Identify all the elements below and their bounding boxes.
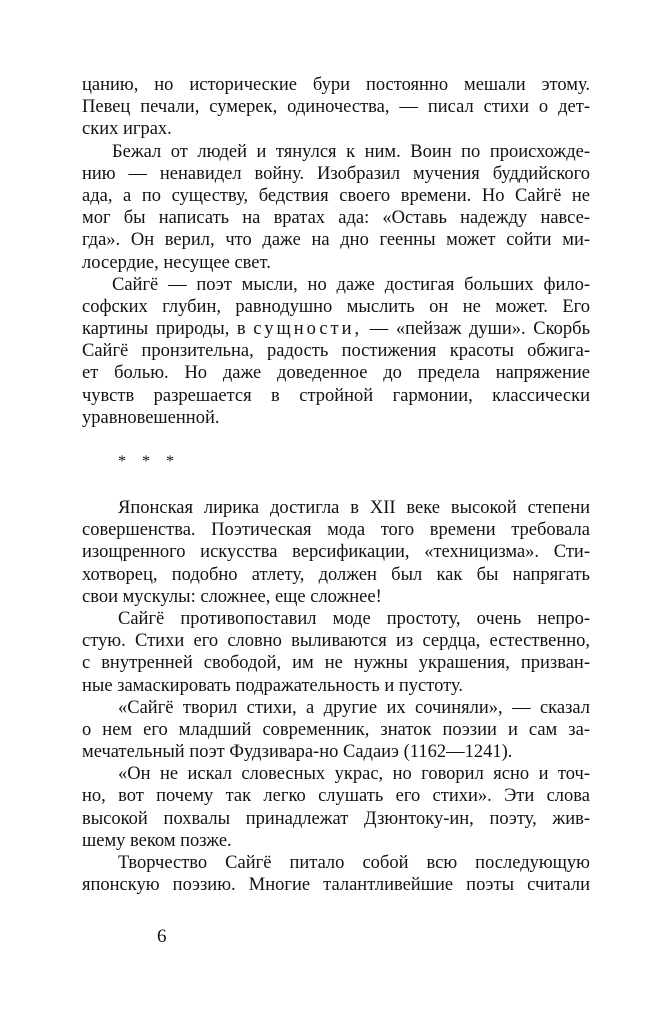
paragraph [82,763,590,852]
text-line: стую. Стихи его словно выливаются из сердца, естественно, [82,631,590,652]
text-line: нию — ненавидел войну. Изобразил мучения буддийского [82,163,590,184]
text-line: японскую поэзию. Многие талантливейшие поэты считали [82,875,590,896]
text-line [82,318,590,340]
paragraph [82,497,590,608]
text-line: Сайгё противопоставил моде простоту, очень непро- [118,608,590,629]
text-line: с внутренней свободой, им не нужны украшения, призван- [82,653,590,674]
text-line: о нем его младший современник, знаток поэзии и сам за- [82,719,590,740]
paragraph [82,74,590,141]
text-line: Сайгё — поэт мысли, но даже достигая больших фило- [112,274,590,295]
text-line: изощренного искусства версификации, «техницизма». Сти- [82,542,590,563]
text-line: ет болью. Но даже доведенное до предела напряжение [82,363,590,384]
paragraph [82,852,590,896]
text-line: ада, а по существу, бедствия своего времени. Но Сайгё не [82,185,590,206]
text-line: софских глубин, равнодушно мыслить он не может. Его [82,296,590,317]
text-line: «Сайгё творил стихи, а другие их сочиняли», — сказал [118,697,590,718]
paragraph [82,608,590,697]
paragraph [82,697,590,764]
paragraph [82,141,590,274]
page-number: 6 [157,926,167,947]
text-line: Японская лирика достигла в XII веке высокой степени [118,498,590,518]
text-line: «Он не искал словесных украс, но говорил ясно и точ- [118,764,590,785]
text-fragment: — «пейзаж души». Скорбь [369,319,591,340]
spacer [82,429,590,451]
text-line: свои мускулы: сложнее, еще сложнее! [82,586,382,607]
text-line: шему веком позже. [82,830,232,851]
page-body [82,74,590,896]
text-line: цанию, но исторические бури постоянно мешали этому. [82,75,590,95]
emphasized-word: сущности, [253,319,363,340]
spacer [82,473,590,497]
text-line: Творчество Сайгё питало собой всю последующую [118,853,590,873]
text-line: ные замаскировать подражательность и пустоту. [82,675,463,696]
text-line: Бежал от людей и тянулся к ним. Воин по происхожде- [112,141,590,162]
paragraph [82,274,590,429]
text-line: чувств разрешается в стройной гармонии, классически [82,385,590,406]
text-line: гда». Он верил, что даже на дно геенны может сойти ми- [82,230,590,251]
text-line: совершенства. Поэтическая мода того времени требовала [82,520,590,541]
text-line: мог бы написать на вратах ада: «Оставь надежду навсе- [82,208,590,229]
text-line: лосердие, несущее свет. [82,252,271,273]
text-line: уравновешенной. [82,407,220,428]
text-fragment: картины природы, в [82,319,246,340]
text-line: ских играх. [82,119,172,140]
section-divider: * * * [118,453,180,470]
text-line: хотворец, подобно атлету, должен был как бы напрягать [82,564,590,585]
text-line: высокой похвалы принадлежат Дзюнтоку-ин, поэту, жив- [82,808,590,829]
text-line: мечательный поэт Фудзивара-но Садаиэ (1162—1241). [82,742,513,763]
text-line: но, вот почему так легко слушать его стихи». Эти слова [82,786,590,807]
text-line: Сайгё пронзительна, радость постижения красоты обжига- [82,341,590,362]
text-line: Певец печали, сумерек, одиночества, — писал стихи о дет- [82,97,590,118]
